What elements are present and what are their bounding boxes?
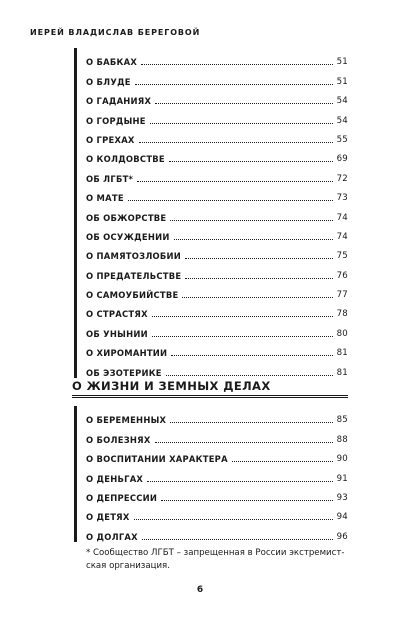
toc-dot-leader xyxy=(147,481,332,482)
toc-entry-page: 88 xyxy=(336,434,348,445)
toc-entry-title: О ГОРДЫНЕ xyxy=(86,115,146,126)
toc-entry-page: 54 xyxy=(336,96,348,107)
toc-entry-title: ОБ ОСУЖДЕНИИ xyxy=(86,231,170,242)
toc-entry xyxy=(86,319,348,338)
toc-dot-leader xyxy=(139,142,333,143)
toc-entry-page: 51 xyxy=(336,76,348,87)
toc-entry xyxy=(86,48,348,67)
toc-block-part2 xyxy=(74,406,348,542)
toc-entry-page: 85 xyxy=(336,415,348,426)
toc-list-part1 xyxy=(74,48,348,378)
footnote-line-2: ская организация. xyxy=(86,561,170,571)
toc-vertical-rule xyxy=(74,48,77,378)
toc-dot-leader xyxy=(152,336,333,337)
toc-entry-page: 81 xyxy=(336,367,348,378)
toc-dot-leader xyxy=(182,297,332,298)
toc-entry xyxy=(86,484,348,503)
toc-dot-leader xyxy=(185,258,332,259)
toc-entry-title: О САМОУБИЙСТВЕ xyxy=(86,290,179,301)
toc-entry-page: 78 xyxy=(336,309,348,320)
page-number: 6 xyxy=(196,585,204,595)
toc-entry-page: 90 xyxy=(336,454,348,465)
toc-entry xyxy=(86,503,348,522)
toc-entry xyxy=(86,164,348,183)
toc-entry-page: 77 xyxy=(336,290,348,301)
section-double-rule xyxy=(72,395,348,398)
toc-entry xyxy=(86,300,348,319)
toc-entry-page: 72 xyxy=(336,173,348,184)
toc-entry-page: 76 xyxy=(336,270,348,281)
toc-block-part1 xyxy=(74,48,348,378)
toc-entry-title: О КОЛДОВСТВЕ xyxy=(86,154,165,165)
toc-entry-page: 94 xyxy=(336,512,348,523)
footnote xyxy=(86,547,356,573)
toc-entry xyxy=(86,522,348,541)
toc-entry-title: О ДОЛГАХ xyxy=(86,531,138,542)
toc-dot-leader xyxy=(174,239,333,240)
toc-dot-leader xyxy=(134,519,333,520)
toc-entry xyxy=(86,242,348,261)
toc-entry-title: О БОЛЕЗНЯХ xyxy=(86,434,151,445)
toc-dot-leader xyxy=(161,500,332,501)
toc-dot-leader xyxy=(185,278,332,279)
toc-dot-leader xyxy=(169,161,333,162)
toc-entry xyxy=(86,445,348,464)
toc-entry xyxy=(86,223,348,242)
toc-dot-leader xyxy=(150,123,333,124)
toc-entry-page: 81 xyxy=(336,348,348,359)
toc-entry-page: 74 xyxy=(336,231,348,242)
toc-entry-page: 54 xyxy=(336,115,348,126)
toc-entry-title: О ХИРОМАНТИИ xyxy=(86,348,168,359)
toc-entry xyxy=(86,358,348,377)
toc-entry-page: 74 xyxy=(336,212,348,223)
toc-entry-page: 80 xyxy=(336,328,348,339)
toc-entry-title: О МАТЕ xyxy=(86,193,124,204)
running-header: ИЕРЕЙ ВЛАДИСЛАВ БЕРЕГОВОЙ xyxy=(30,28,201,37)
toc-entry xyxy=(86,406,348,425)
toc-dot-leader xyxy=(155,103,332,104)
toc-dot-leader xyxy=(232,461,333,462)
toc-entry-title: О БЛУДЕ xyxy=(86,76,131,87)
toc-entry-page: 93 xyxy=(336,492,348,503)
toc-entry-title: О ГАДАНИЯХ xyxy=(86,96,152,107)
toc-entry-title: О ДЕПРЕССИИ xyxy=(86,492,158,503)
toc-dot-leader xyxy=(135,84,333,85)
toc-entry-title: О БЕРЕМЕННЫХ xyxy=(86,415,167,426)
toc-dot-leader xyxy=(142,539,333,540)
toc-entry-title: О ДЕТЯХ xyxy=(86,512,130,523)
toc-entry-title: О ДЕНЬГАХ xyxy=(86,473,144,484)
toc-entry xyxy=(86,425,348,444)
toc-entry xyxy=(86,281,348,300)
toc-entry xyxy=(86,145,348,164)
toc-entry xyxy=(86,184,348,203)
toc-list-part2 xyxy=(74,406,348,542)
toc-entry xyxy=(86,126,348,145)
toc-dot-leader xyxy=(155,442,333,443)
toc-entry-title: О ПРЕДАТЕЛЬСТВЕ xyxy=(86,270,182,281)
toc-vertical-rule xyxy=(74,406,77,542)
toc-entry xyxy=(86,203,348,222)
toc-dot-leader xyxy=(170,422,332,423)
toc-entry-page: 91 xyxy=(336,473,348,484)
footnote-line-1: * Сообщество ЛГБТ – запрещенная в России экстремист- xyxy=(86,548,345,558)
toc-entry-title: ОБ УНЫНИИ xyxy=(86,328,148,339)
toc-dot-leader xyxy=(170,220,332,221)
toc-entry-page: 69 xyxy=(336,154,348,165)
toc-entry-page: 51 xyxy=(336,57,348,68)
toc-entry-title: ОБ ОБЖОРСТВЕ xyxy=(86,212,167,223)
toc-entry-page: 73 xyxy=(336,193,348,204)
toc-entry xyxy=(86,67,348,86)
toc-dot-leader xyxy=(128,200,333,201)
toc-dot-leader xyxy=(152,316,333,317)
toc-dot-leader xyxy=(171,355,332,356)
toc-entry-title: О СТРАСТЯХ xyxy=(86,309,148,320)
toc-entry xyxy=(86,261,348,280)
toc-entry-title: ОБ ЭЗОТЕРИКЕ xyxy=(86,367,162,378)
toc-entry xyxy=(86,106,348,125)
toc-entry-title: О ПАМЯТОЗЛОБИИ xyxy=(86,251,182,262)
toc-entry-page: 96 xyxy=(336,531,348,542)
toc-entry xyxy=(86,464,348,483)
toc-dot-leader xyxy=(141,64,332,65)
toc-entry-page: 55 xyxy=(336,134,348,145)
toc-entry xyxy=(86,339,348,358)
toc-entry xyxy=(86,87,348,106)
toc-entry-title: О ГРЕХАХ xyxy=(86,134,135,145)
toc-entry-page: 75 xyxy=(336,251,348,262)
toc-dot-leader xyxy=(166,375,333,376)
toc-entry-title: О ВОСПИТАНИИ ХАРАКТЕРА xyxy=(86,454,228,465)
toc-entry-title: ОБ ЛГБТ* xyxy=(86,173,134,184)
section-title: О ЖИЗНИ И ЗЕМНЫХ ДЕЛАХ xyxy=(72,379,271,393)
toc-entry-title: О БАБКАХ xyxy=(86,57,138,68)
toc-dot-leader xyxy=(137,181,332,182)
